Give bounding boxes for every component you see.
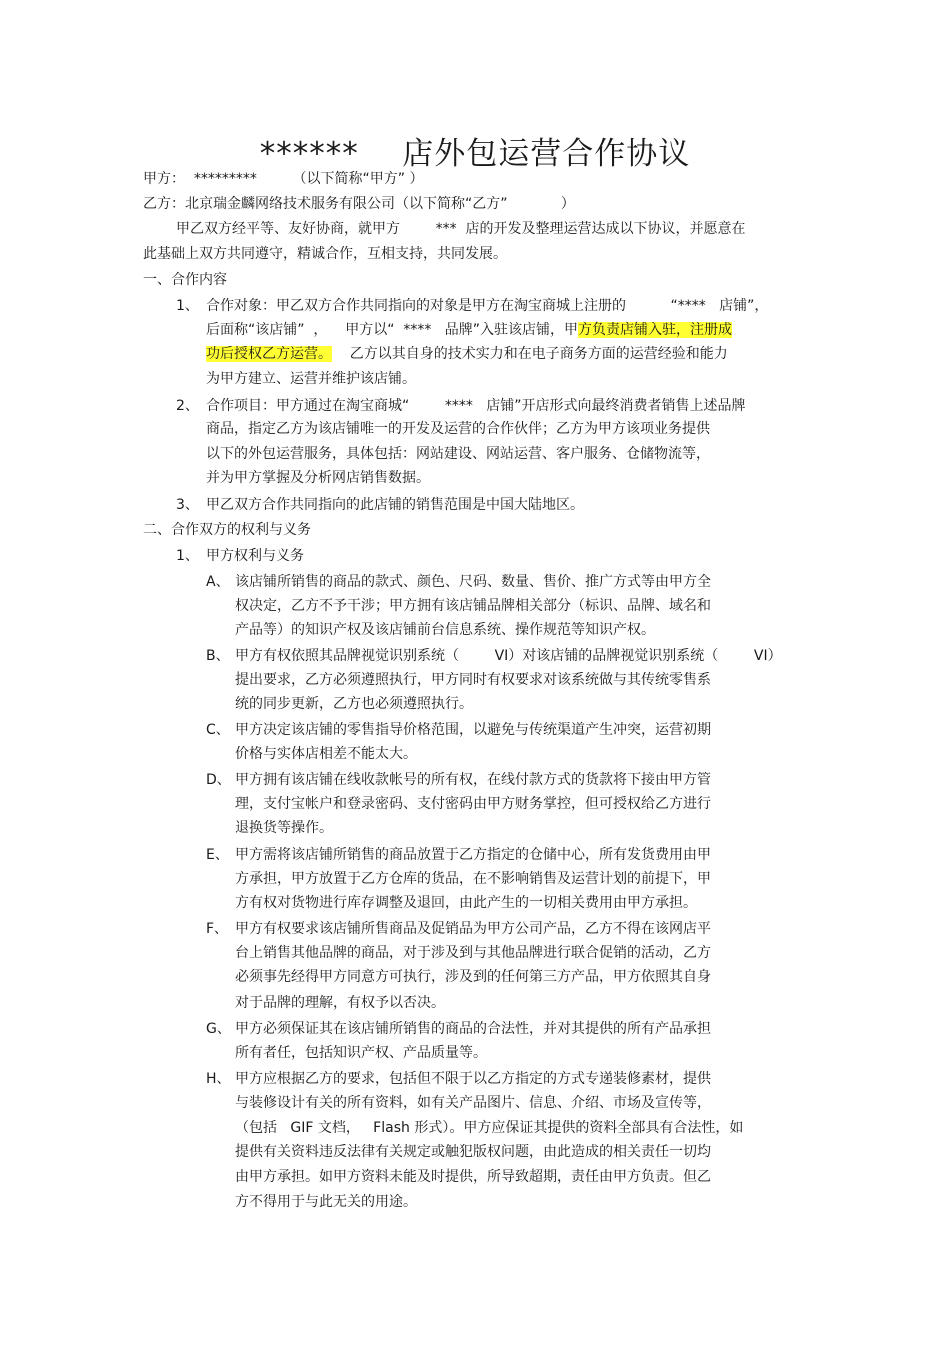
clause-line: 甲乙双方合作共同指向的此店铺的销售范围是中国大陆地区。 (206, 497, 584, 513)
item-marker: 3、 (176, 497, 199, 513)
clause-line: 由甲方承担。如甲方资料未能及时提供，所导致超期，责任由甲方负责。但乙 (235, 1169, 711, 1185)
item-marker: 1、 (176, 548, 199, 564)
intro-line: 甲乙双方经平等、友好协商，就甲方 *** 店的开发及整理运营达成以下协议，并愿意在 (176, 221, 746, 237)
clause-line: 并为甲方掌握及分析网店销售数据。 (206, 470, 430, 486)
item-marker: 2、 (176, 398, 199, 414)
clause-line: 对于品牌的理解，有权予以否决。 (235, 995, 445, 1011)
item-marker: B、 (206, 648, 230, 664)
clause-line: 台上销售其他品牌的商品，对于涉及到与其他品牌进行联合促销的活动，乙方 (235, 945, 711, 961)
clause-line: 统的同步更新，乙方也必须遵照执行。 (235, 696, 473, 712)
clause-line: 甲方决定该店铺的零售指导价格范围，以避免与传统渠道产生冲突，运营初期 (235, 722, 711, 738)
clause-line: 产品等）的知识产权及该店铺前台信息系统、操作规范等知识产权。 (235, 622, 655, 638)
clause-line: 该店铺所销售的商品的款式、颜色、尺码、数量、售价、推广方式等由甲方全 (235, 574, 711, 590)
clause-line: 合作项目：甲方通过在淘宝商城“ **** 店铺”开店形式向最终消费者销售上述品牌 (206, 398, 746, 414)
clause-line: 方不得用于与此无关的用途。 (235, 1194, 417, 1210)
item-marker: G、 (206, 1021, 231, 1037)
clause-line: 甲方有权依照其品牌视觉识别系统（ VI）对该店铺的品牌视觉识别系统（ VI） (235, 648, 782, 664)
party-a-line: 甲方： ********* （以下简称“甲方” ） (143, 171, 424, 187)
item-marker: 1、 (176, 298, 199, 314)
clause-line: 权决定，乙方不予干涉；甲方拥有该店铺品牌相关部分（标识、品牌、域名和 (235, 598, 711, 614)
clause-line: 商品，指定乙方为该店铺唯一的开发及运营的合作伙伴；乙方为甲方该项业务提供 (206, 421, 710, 437)
highlighted-text: 方负责店铺入驻，注册成 (577, 322, 732, 338)
clause-line: 价格与实体店相差不能太大。 (235, 746, 417, 762)
section-heading: 二、合作双方的权利与义务 (143, 522, 311, 538)
clause-line: 方承担，甲方放置于乙方仓库的货品，在不影响销售及运营计划的前提下，甲 (235, 871, 711, 887)
item-marker: H、 (206, 1071, 231, 1087)
item-marker: F、 (206, 921, 229, 937)
item-marker: A、 (206, 574, 230, 590)
clause-line: 功后授权乙方运营。 乙方以其自身的技术实力和在电子商务方面的运营经验和能力 (206, 346, 728, 362)
section-heading: 一、合作内容 (143, 272, 227, 288)
clause-line: 理，支付宝帐户和登录密码、支付密码由甲方财务掌控，但可授权给乙方进行 (235, 796, 711, 812)
clause-line: 甲方有权要求该店铺所售商品及促销品为甲方公司产品，乙方不得在该网店平 (235, 921, 711, 937)
subsection-label: 甲方权利与义务 (206, 548, 304, 564)
clause-line: （包括 GIF 文档， Flash 形式）。甲方应保证其提供的资料全部具有合法性，如 (235, 1120, 744, 1136)
intro-line: 此基础上双方共同遵守，精诚合作，互相支持，共同发展。 (143, 246, 507, 262)
clause-line: 甲方必须保证其在该店铺所销售的商品的合法性，并对其提供的所有产品承担 (235, 1021, 711, 1037)
clause-line: 提供有关资料违反法律有关规定或触犯版权问题，由此造成的相关责任一切均 (235, 1144, 711, 1160)
clause-line: 甲方需将该店铺所销售的商品放置于乙方指定的仓储中心，所有发货费用由甲 (235, 847, 711, 863)
item-marker: C、 (206, 722, 230, 738)
clause-line: 为甲方建立、运营并维护该店铺。 (206, 371, 416, 387)
clause-line: 方有权对货物进行库存调整及退回，由此产生的一切相关费用由甲方承担。 (235, 895, 697, 911)
clause-line: 所有者任，包括知识产权、产品质量等。 (235, 1045, 487, 1061)
clause-line: 合作对象：甲乙双方合作共同指向的对象是甲方在淘宝商城上注册的 “**** 店铺”， (206, 298, 769, 314)
highlighted-text: 功后授权乙方运营。 (206, 346, 332, 362)
clause-line: 与装修设计有关的所有资料，如有关产品图片、信息、介绍、市场及宣传等， (235, 1095, 711, 1111)
clause-line: 提出要求，乙方必须遵照执行，甲方同时有权要求对该系统做与其传统零售系 (235, 672, 711, 688)
party-b-line: 乙方：北京瑞金麟网络技术服务有限公司（以下简称“乙方” ） (143, 196, 575, 212)
item-marker: E、 (206, 847, 229, 863)
document-title: ****** 店外包运营合作协议 (259, 136, 691, 172)
clause-line: 退换货等操作。 (235, 820, 333, 836)
clause-line: 甲方拥有该店铺在线收款帐号的所有权，在线付款方式的货款将下接由甲方管 (235, 772, 711, 788)
item-marker: D、 (206, 772, 231, 788)
clause-line: 必须事先经得甲方同意方可执行，涉及到的任何第三方产品，甲方依照其自身 (235, 969, 711, 985)
clause-line: 甲方应根据乙方的要求，包括但不限于以乙方指定的方式专递装修素材，提供 (235, 1071, 711, 1087)
clause-line: 后面称“该店铺” ， 甲方以“ **** 品牌”入驻该店铺，甲方负责店铺入驻，注册成 (206, 322, 732, 338)
clause-line: 以下的外包运营服务，具体包括：网站建设、网站运营、客户服务、仓储物流等， (206, 446, 710, 462)
